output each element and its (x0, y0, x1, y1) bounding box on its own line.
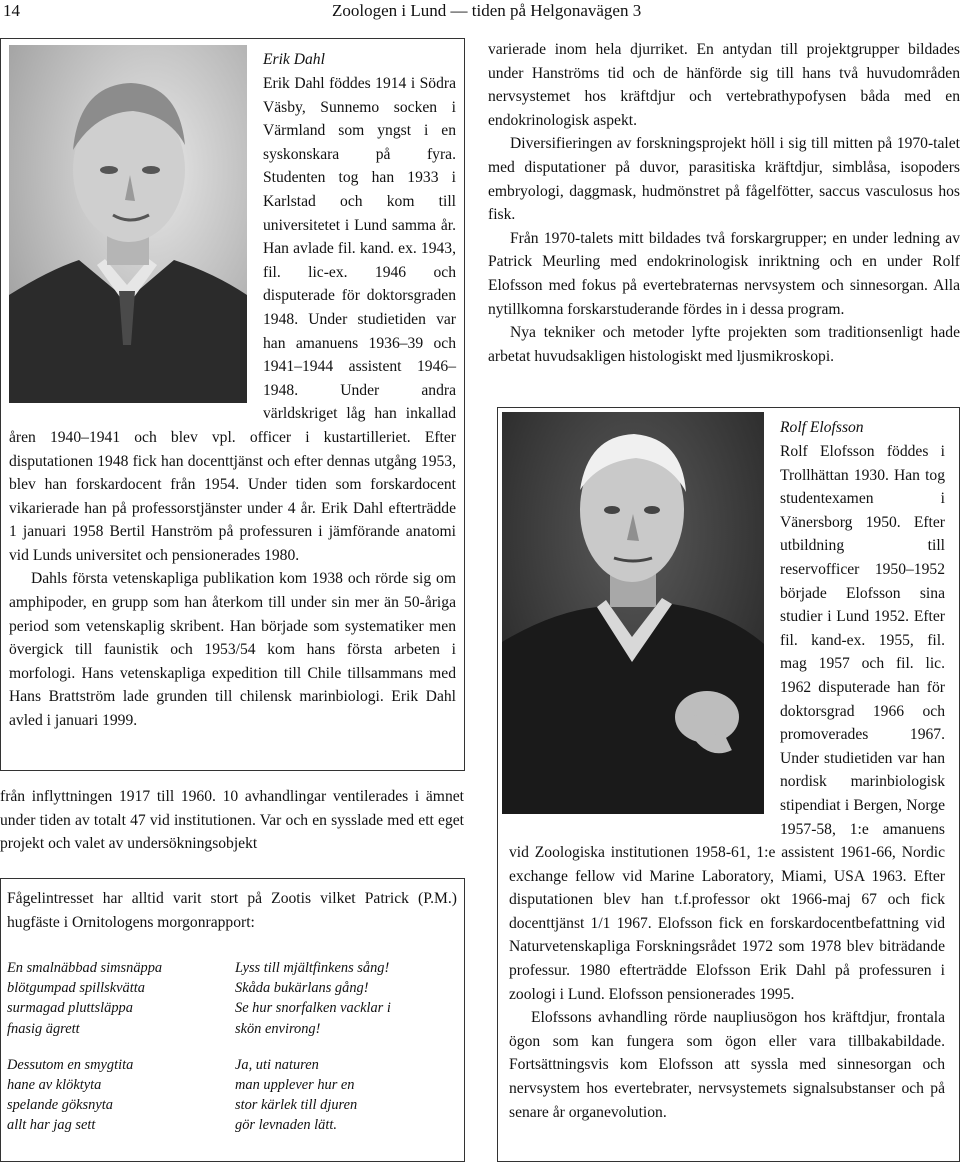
poem-stanza (7, 958, 222, 1039)
right-paragraph-4: Nya tekniker och metoder lyfte projekten som traditionsenligt hade arbetat huvudsakligen histologiskt med ljusmikroskopi. (488, 324, 960, 365)
page-number: 14 (3, 1, 20, 20)
dahl-biography-text (9, 72, 456, 733)
poem-line: surmagad pluttsläppa (7, 1000, 133, 1017)
poem-line: gör levnaden lätt. (235, 1117, 337, 1134)
poem-right-column (235, 958, 457, 1136)
elofsson-caption-name: Rolf Elofsson (780, 419, 864, 436)
poem-line: Se hur snorfalken vacklar i (235, 1000, 391, 1017)
running-title: Zoologen i Lund — tiden på Helgonavägen 3 (332, 1, 642, 20)
left-body-paragraph: från inflyttningen 1917 till 1960. 10 avhandlingar ventilerades i ämnet under tiden av totalt 47 vid institutionen. Var och en sysslade med ett eget projekt och valet av undersökningsobjekt (0, 788, 464, 853)
poem-line: Lyss till mjältfinkens sång! (235, 960, 390, 976)
poem-stanza (235, 1055, 457, 1136)
elofsson-paragraph-1: Rolf Elofsson föddes i Trollhättan 1930. Han tog studentexamen i Vänersborg 1950. Efter utbildning till reservofficer 1950–1952 började Elofsson sina studier i Lund 1952. Efter fil. kand-ex. 1955, fil. mag 1957 och fil. lic. 1962 disputerade han för doktorsgrad 1966 och promoverades 1967. Under studietiden var han nordisk marinbiologisk stipendiat i Bergen, Norge 1957-58, 1:e amanuens vid Zoologiska institutionen 1958-61, 1:e assistent 1961-66, Nordic exchange fellow vid Marine Laboratory, Miami, USA 1963. Efter disputationen blev han t.f.professor okt 1966-maj 67 och fick docenttjänst 1/1 1967. Elofsson fick en forskardocentbefattning vid Naturvetenskapliga Forskningsrådet 1972 som 1978 blev biträdande professur. 1980 efterträdde Elofsson Erik Dahl på professuren i zoologi i Lund. Elofsson pensionerades 1995. (509, 443, 945, 1003)
poem-line: allt har jag sett (7, 1117, 96, 1134)
poem-line: fnasig ägrett (7, 1020, 80, 1037)
poem-stanza (235, 958, 457, 1039)
elofsson-biography-text (509, 440, 945, 1124)
poem-line: man upplever hur en (235, 1077, 355, 1094)
poem-line: blötgumpad spillskvätta (7, 980, 145, 997)
poem-stanza (7, 1055, 222, 1136)
poem-line: hane av klöktyta (7, 1077, 102, 1094)
dahl-paragraph-1: Erik Dahl föddes 1914 i Södra Väsby, Sunnemo socken i Värmland som yngst i en syskonskara på fyra. Studenten tog han 1933 i Karlstad och kom till universitetet i Lund samma år. Han avlade fil. kand. ex. 1943, fil. lic-ex. 1946 och disputerade för doktorsgraden 1948. Under studietiden var han amanuens 1936–39 och 1941–1944 assistent 1946–1948. Under andra världskriget låg han inkallad åren 1940–1941 och blev vpl. officer i kustartilleriet. Efter disputationen 1948 fick han docenttjänst och efter dennas utgång 1953, blev han forskardocent från 1954. Under tiden som forskardocent vikarierade han på professorstjänster under 4 år. Erik Dahl efterträdde 1 januari 1958 Bertil Hanström på professuren i jämförande anatomi vid Lunds universitet och pensionerades 1980. (9, 75, 456, 564)
poem-line: Ja, uti naturen (235, 1056, 319, 1073)
right-paragraph-2: Diversifieringen av forskningsprojekt höll i sig till mitten på 1970-talet med disputationer på duvor, parasitiska kräftdjur, simblåsa, isopoders embryologi, daggmask, hudmönstret på fågelfötter, saccus vasculosus hos fisk. (488, 135, 960, 224)
poem-line: skön environg! (235, 1020, 321, 1037)
right-column-text (488, 38, 960, 368)
poem-line: Dessutom en smygtita (7, 1056, 134, 1073)
poem-left-column (7, 958, 222, 1136)
right-paragraph-1: varierade inom hela djurriket. En antydan till projektgrupper bildades under Hanströms tid och de hänförde sig till hans två huvudområden nervsystemet hos kräftdjur och vertebrathypofysen båda med en endokrinologisk aspekt. (488, 41, 960, 129)
right-paragraph-3: Från 1970-talets mitt bildades två forskargrupper; en under ledning av Patrick Meurling med endokrinologisk inriktning och en under Rolf Elofsson med fokus på evertebraternas nervsystem och sinnesorgan. Alla nytillkomna forskarstuderande fördes in i dessa program. (488, 229, 960, 318)
left-column-text (0, 785, 464, 856)
poem-line: stor kärlek till djuren (235, 1097, 358, 1114)
dahl-caption-name: Erik Dahl (263, 51, 325, 68)
poem-line: Skåda bukärlans gång! (235, 980, 369, 997)
bird-box-intro (7, 887, 457, 934)
poem-line: En smalnäbbad simsnäppa (7, 960, 163, 976)
dahl-paragraph-2: Dahls första vetenskapliga publikation kom 1938 och rörde sig om amphipoder, en grupp som han återkom till under sin mer än 50-åriga period som vetenskaplig skribent. Han började som systematiker men övergick till faunistik och 1953/54 kom hans första arbeten i morfologi. Hans vetenskapliga expedition till Chile tillsammans med Hans Brattström lade grunden till chilensk marinbiologi. Erik Dahl avled i januari 1999. (9, 570, 456, 730)
elofsson-paragraph-2: Elofssons avhandling rörde naupliusögon hos kräftdjur, frontala ögon som kan fungera som ögon eller vara tillbakabildade. Fortsättningsvis kom Elofsson att syssla med sinnesorgan och nervsystem hos evertebrater, nervsystemets signalsubstanser och på senare år organevolution. (509, 1009, 945, 1121)
poem-line: spelande göksnyta (7, 1097, 113, 1114)
bird-intro-text: Fågelintresset har alltid varit stort på Zootis vilket Patrick (P.M.) hugfäste i Ornitologens morgonrapport: (7, 890, 457, 931)
